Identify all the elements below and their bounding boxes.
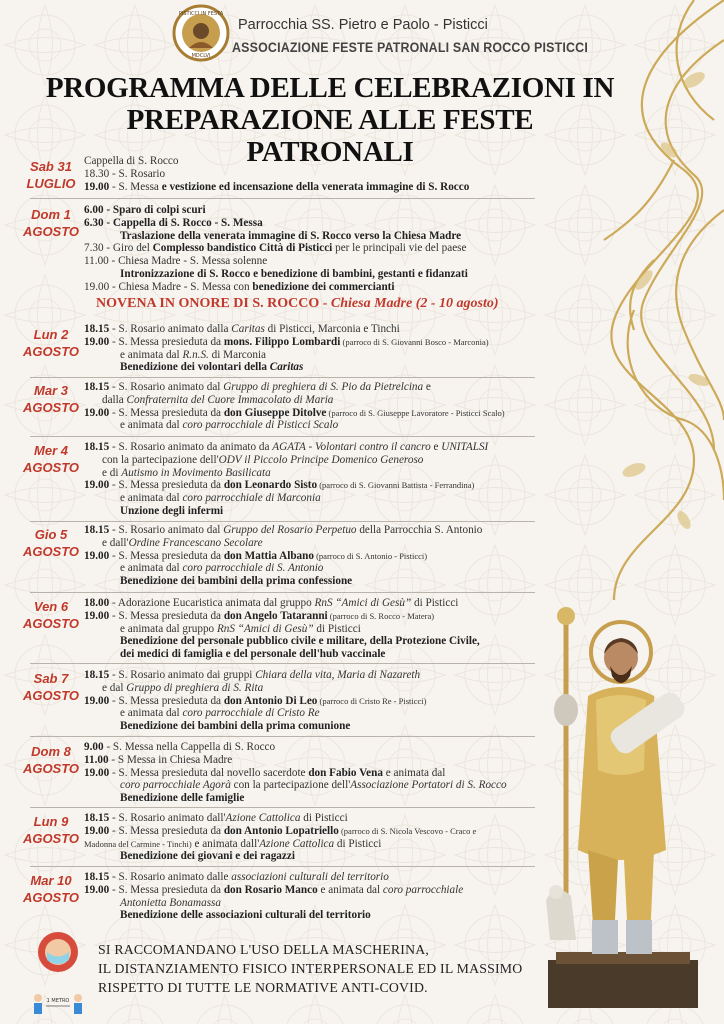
event-line: Benedizione dei bambini della prima confessione [120,575,353,588]
day-events [84,741,544,805]
month-name: AGOSTO [22,688,80,703]
divider [30,736,535,737]
day-name: Dom 8 [31,744,71,759]
day-name: Dom 1 [31,207,71,222]
day-name: Lun 9 [33,814,69,829]
day-label [18,743,84,777]
event-line: 18.00 - Adorazione Eucaristica animata dal gruppo RnS “Amici di Gesù” di Pisticci [84,597,459,609]
day-events [84,155,544,193]
day-events [84,381,544,432]
month-name: AGOSTO [22,460,80,475]
day-events [84,524,544,588]
warning-line: SI RACCOMANDANO L'USO DELLA MASCHERINA, [98,942,430,957]
event-line: 19.00 - Chiesa Madre - S. Messa con benedizione dei commercianti [84,280,395,293]
event-line: 19.00 - S. Messa presieduta da don Mattia Albano (parroco di S. Antonio - Pisticci) [84,549,428,562]
event-line: e di Autismo in Movimento Basilicata [102,466,271,479]
event-line: 11.00 - S Messa in Chiesa Madre [84,753,233,766]
warning-line: RISPETTO DI TUTTE LE NORMATIVE ANTI-COVID. [98,980,428,995]
day-label [18,670,84,704]
event-line: 19.00 - S. Messa presieduta da don Leonardo Sisto (parroco di S. Giovanni Battista - Ferrandina) [84,479,475,492]
event-line: Antonietta Bonamassa [120,896,221,909]
festival-logo [172,4,230,62]
day-name: Mar 3 [34,383,68,398]
month-name: AGOSTO [22,400,80,415]
day-events [84,323,544,374]
san-rocco-statue [526,600,712,1010]
event-line: 6.30 - Cappella di S. Rocco - S. Messa [84,216,263,229]
month-name: AGOSTO [22,761,80,776]
event-line: 18.15 - S. Rosario animato da animato da AGATA - Volontari contro il cancro e UNITALSI [84,441,489,453]
event-line: Benedizione dei volontari della Caritas [120,361,304,374]
event-line: Benedizione delle associazioni culturali del territorio [120,909,371,922]
day-name: Sab 31 [30,159,72,174]
day-name: Sab 7 [33,671,69,686]
day-label [18,813,84,847]
month-name: AGOSTO [22,224,80,239]
event-line: e animata dal coro parrocchiale di Marconia [120,492,321,505]
day-label [18,872,84,906]
event-line: Benedizione dei bambini della prima comunione [120,720,351,733]
page-title [40,72,620,168]
event-line: e animata dal coro parrocchiale di Pisticci Scalo [120,419,339,432]
divider [30,377,535,378]
title-line: PROGRAMMA DELLE CELEBRAZIONI IN [45,72,615,104]
day-name: Mar 10 [30,873,72,888]
event-line: Traslazione della venerata immagine di S. Rocco verso la Chiesa Madre [120,229,462,242]
mask-distance-icon [26,926,90,1016]
event-line: Benedizione delle famiglie [120,792,245,805]
event-line: Madonna del Carmine - Tinchi) e animata dall'Azione Cattolica di Pisticci [84,837,382,850]
event-line: 18.15 - S. Rosario animato dalle associazioni culturali del territorio [84,871,389,883]
event-line: 19.00 - S. Messa presieduta da don Rosario Manco e animata dal coro parrocchiale [84,883,464,896]
month-name: AGOSTO [22,890,80,905]
novena-heading: NOVENA IN ONORE DI S. ROCCO - Chiesa Madre (2 - 10 agosto) [96,296,499,311]
divider [30,198,535,199]
event-line: 19.00 - S. Messa presieduta da don Angelo Tataranni (parroco di S. Rocco - Matera) [84,609,435,622]
month-name: AGOSTO [22,544,80,559]
day-label [18,158,84,192]
day-events [84,871,544,922]
divider [30,866,535,867]
event-line: 7.30 - Giro del Complesso bandistico Città di Pisticci per le principali vie del paese [84,242,467,255]
event-line: con la partecipazione dell'ODV il Piccolo Principe Domenico Generoso [102,453,424,466]
day-name: Ven 6 [33,599,69,614]
event-line: coro parrocchiale Agorà con la partecipazione dell'Associazione Portatori di S. Rocco [120,779,507,792]
event-line: 19.00 - S. Messa presieduta da don Antonio Di Leo (parroco di Cristo Re - Pisticci) [84,694,427,707]
day-label [18,326,84,360]
event-line: 6.00 - Sparo di colpi scuri [84,204,206,216]
event-line: 19.00 - S. Messa e vestizione ed incensazione della venerata immagine di S. Rocco [84,180,470,193]
parish-name: Parrocchia SS. Pietro e Paolo - Pisticci [238,17,488,33]
event-line: e animata dal R.n.S. di Marconia [120,348,267,361]
day-label [18,382,84,416]
event-line: Benedizione dei giovani e dei ragazzi [120,850,295,863]
event-line: 19.00 - S. Messa presieduta da don Antonio Lopatriello (parroco di S. Nicola Vescovo - Craco e [84,824,477,837]
day-label [18,442,84,476]
event-line: e dall'Ordine Francescano Secolare [102,536,263,549]
event-line: 18.30 - S. Rosario [84,167,166,180]
event-line: e dal Gruppo di preghiera di S. Rita [102,681,264,694]
month-name: AGOSTO [22,831,80,846]
month-name: LUGLIO [26,176,76,191]
warning-line: IL DISTANZIAMENTO FISICO INTERPERSONALE ED IL MASSIMO [98,961,523,976]
divider [30,521,535,522]
svg-text:MDCLVI: MDCLVI [191,53,211,59]
day-label [18,526,84,560]
svg-text:1 METRO: 1 METRO [46,998,70,1004]
divider [30,592,535,593]
day-events [84,597,544,661]
day-events [84,669,544,733]
day-events [84,812,544,863]
day-label [18,206,84,240]
event-line: e animata dal gruppo RnS “Amici di Gesù” di Pisticci [120,622,361,635]
event-line: Unzione degli infermi [120,504,224,517]
day-name: Lun 2 [33,327,69,342]
event-line: e animata dal coro parrocchiale di Cristo Re [120,707,320,720]
day-name: Mer 4 [34,443,68,458]
event-line: 18.15 - S. Rosario animato dal Gruppo di preghiera di S. Pio da Pietrelcina e [84,381,431,393]
anti-covid-warning [98,940,522,997]
month-name: AGOSTO [22,616,80,631]
event-line: dalla Confraternita del Cuore Immacolato di Maria [102,393,334,406]
event-line: e animata dal coro parrocchiale di S. Antonio [120,562,324,575]
event-line: dei medici di famiglia e del personale dell'hub vaccinale [120,648,386,661]
svg-text:PISTICCI IN FESTA: PISTICCI IN FESTA [178,11,224,17]
divider [30,807,535,808]
title-line: PREPARAZIONE ALLE FESTE PATRONALI [126,104,534,168]
event-line: 18.15 - S. Rosario animato dal Gruppo del Rosario Perpetuo della Parrocchia S. Antonio [84,524,483,536]
month-name: AGOSTO [22,344,80,359]
day-events [84,441,544,518]
event-line: 9.00 - S. Messa nella Cappella di S. Rocco [84,741,276,753]
event-line: 18.15 - S. Rosario animato dalla Caritas di Pisticci, Marconia e Tinchi [84,323,400,335]
event-line: 19.00 - S. Messa presieduta da don Giuseppe Ditolve (parroco di S. Giuseppe Lavoratore - Pisticci Scalo) [84,406,505,419]
association-name: ASSOCIAZIONE FESTE PATRONALI SAN ROCCO PISTICCI [232,40,588,55]
event-line: 19.00 - S. Messa presieduta dal novello sacerdote don Fabio Vena e animata dal [84,766,446,779]
event-line: 18.15 - S. Rosario animato dai gruppi Chiara della vita, Maria di Nazareth [84,669,421,681]
event-line: 11.00 - Chiesa Madre - S. Messa solenne [84,255,268,268]
day-events [84,204,544,294]
divider [30,436,535,437]
event-line: 19.00 - S. Messa presieduta da mons. Filippo Lombardi (parroco di S. Giovanni Bosco - Marconia) [84,335,489,348]
divider [30,663,535,664]
day-name: Gio 5 [34,527,68,542]
event-line: Cappella di S. Rocco [84,155,179,167]
event-line: Benedizione del personale pubblico civile e militare, della Protezione Civile, [120,635,480,648]
day-label [18,598,84,632]
event-line: Intronizzazione di S. Rocco e benedizione di bambini, gestanti e fidanzati [120,267,468,280]
event-line: 18.15 - S. Rosario animato dall'Azione Cattolica di Pisticci [84,812,348,824]
